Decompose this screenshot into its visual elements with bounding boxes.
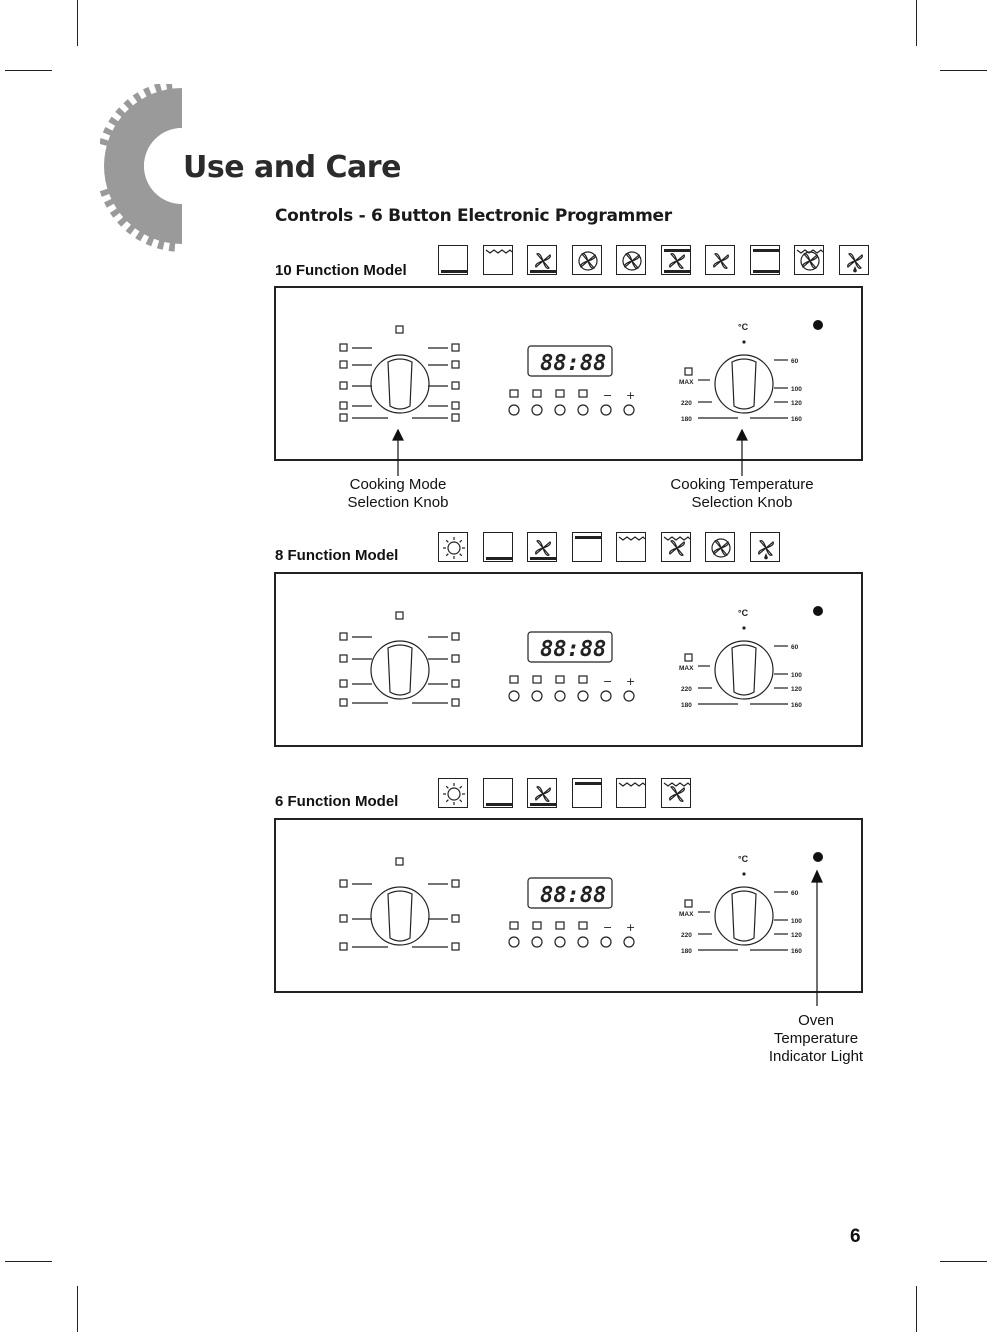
fan-circle-icon [616,245,646,275]
programmer-button-manual[interactable] [578,405,588,415]
fan-bottom-heat-icon [527,245,557,275]
oven-light-icon [438,532,468,562]
fan-circle-icon [572,245,602,275]
minus-icon: − [603,921,613,934]
programmer-button-manual[interactable] [578,691,588,701]
control-panel-10 [274,286,863,461]
max-label: MAX [679,911,694,918]
top-grill-icon [616,532,646,562]
temp-unit-label: °C [738,854,749,864]
crop-mark [77,1286,78,1332]
callout-light-line1: Oven [798,1012,834,1029]
cooking-mode-knob[interactable] [371,355,429,413]
programmer-button-minus[interactable] [601,937,611,947]
programmer-button-plus[interactable] [624,937,634,947]
callout-mode-knob-line2: Selection Knob [347,494,449,511]
top-grill-icon [616,778,646,808]
temp-label-right: 120 [791,686,802,693]
bottom-heat-element-icon [483,778,513,808]
page-number: 6 [850,1226,861,1247]
timer-display: 88:88 [540,637,607,662]
crop-mark [940,70,987,71]
end-cooking-icon [556,922,564,929]
programmer-button-start-cooking[interactable] [532,405,542,415]
top-grill-icon [483,245,513,275]
cooking-mode-knob[interactable] [371,887,429,945]
model-label-8: 8 Function Model [275,547,399,564]
minus-icon: − [603,675,613,688]
end-cooking-icon [556,676,564,683]
temp-unit-label: °C [738,608,749,618]
top-heat-icon [572,532,602,562]
page-title: Use and Care [183,150,401,185]
temp-unit-label: °C [738,322,749,332]
plus-icon: + [626,389,636,402]
oven-temperature-indicator-light [813,606,823,616]
programmer-button-start-cooking[interactable] [532,691,542,701]
temp-label-right: 60 [791,890,799,897]
temp-label-right: 160 [791,702,802,709]
control-panel-8 [274,572,863,747]
plus-icon: + [626,675,636,688]
minus-icon: − [603,389,613,402]
temp-label-left: 180 [681,416,692,423]
start-cooking-icon [533,922,541,929]
timer-display: 88:88 [540,883,607,908]
temp-label-right: 120 [791,400,802,407]
bottom-heat-element-icon [483,532,513,562]
fan-circle-icon [705,532,735,562]
fan-bottom-heat-icon [527,778,557,808]
max-label: MAX [679,379,694,386]
model-label-10: 10 Function Model [275,262,407,279]
oven-temperature-indicator-light [813,852,823,862]
programmer-button-end-cooking[interactable] [555,405,565,415]
max-label: MAX [679,665,694,672]
temp-label-left: 220 [681,686,692,693]
grill-fan-icon [661,778,691,808]
temp-label-right: 100 [791,386,802,393]
callout-light-line3: Indicator Light [768,1048,864,1065]
programmer-button-manual[interactable] [578,937,588,947]
section-subtitle: Controls - 6 Button Electronic Programmer [275,206,672,226]
temp-label-right: 60 [791,358,799,365]
manual-icon [579,390,587,397]
programmer-button-end-cooking[interactable] [555,937,565,947]
fan-bottom-heat-icon [527,532,557,562]
manual-icon [579,922,587,929]
manual-icon [579,676,587,683]
start-cooking-icon [533,390,541,397]
crop-mark [5,1261,52,1262]
temp-label-right: 60 [791,644,799,651]
plus-icon: + [626,921,636,934]
crop-mark [916,0,917,46]
callout-mode-knob [318,476,478,512]
programmer-button-end-cooking[interactable] [555,691,565,701]
crop-mark [77,0,78,46]
callout-temp-knob [650,476,834,512]
programmer-button-start-cooking[interactable] [532,937,542,947]
model-label-6: 6 Function Model [275,793,399,810]
callout-light-line2: Temperature [773,1030,859,1047]
crop-mark [940,1261,987,1262]
grill-fan-circle-icon [794,245,824,275]
callout-indicator-light [746,1012,886,1066]
callout-temp-knob-line2: Selection Knob [691,494,793,511]
callout-mode-knob-line1: Cooking Mode [349,476,447,493]
defrost-icon [750,532,780,562]
top-bottom-heat-icon [750,245,780,275]
cooking-temperature-knob[interactable] [715,641,773,699]
programmer-button-minus[interactable] [601,405,611,415]
programmer-button-minus[interactable] [601,691,611,701]
end-cooking-icon [556,390,564,397]
programmer-button-bell[interactable] [509,405,519,415]
grill-fan-icon [661,532,691,562]
temp-label-right: 120 [791,932,802,939]
top-heat-icon [572,778,602,808]
bell-icon [510,676,518,683]
temp-label-left: 220 [681,400,692,407]
temp-label-left: 220 [681,932,692,939]
cooking-temperature-knob[interactable] [715,887,773,945]
temp-label-right: 100 [791,918,802,925]
control-panel-6 [274,818,863,993]
temp-label-left: 180 [681,948,692,955]
start-cooking-icon [533,676,541,683]
programmer-button-plus[interactable] [624,691,634,701]
programmer-button-plus[interactable] [624,405,634,415]
crop-mark [5,70,52,71]
temp-label-right: 160 [791,416,802,423]
oven-temperature-indicator-light [813,320,823,330]
crop-mark [916,1286,917,1332]
timer-display: 88:88 [540,351,607,376]
temp-label-right: 160 [791,948,802,955]
defrost-icon [839,245,869,275]
bottom-heat-element-icon [438,245,468,275]
fan-top-bottom-icon [661,245,691,275]
bell-icon [510,922,518,929]
temp-label-right: 100 [791,672,802,679]
cooking-temperature-knob[interactable] [715,355,773,413]
bell-icon [510,390,518,397]
callout-temp-knob-line1: Cooking Temperature [670,476,814,493]
cooking-mode-knob[interactable] [371,641,429,699]
fan-heat-icon [705,245,735,275]
programmer-button-bell[interactable] [509,691,519,701]
programmer-button-bell[interactable] [509,937,519,947]
temp-label-left: 180 [681,702,692,709]
oven-light-icon [438,778,468,808]
